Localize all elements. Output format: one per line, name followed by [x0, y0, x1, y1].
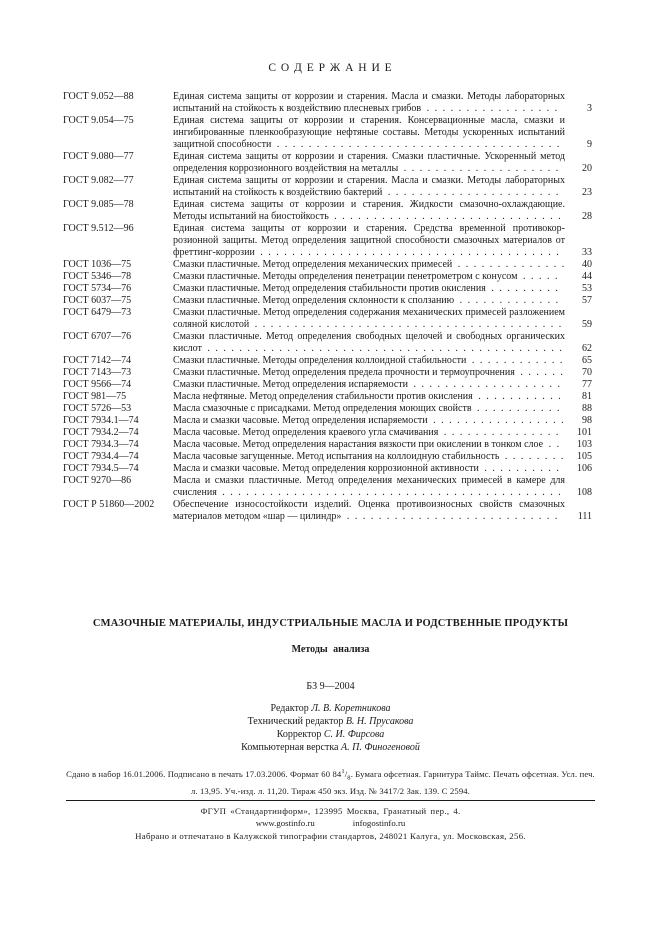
entry-title-block: [173, 379, 565, 391]
toc-entry: [63, 91, 592, 115]
publisher-line: ФГУП «Стандартинформ», 123995 Москва, Гранатный пер., 4.: [200, 805, 461, 816]
gost-number: ГОСТ 9270—86: [63, 475, 132, 486]
staff-list: [66, 702, 595, 754]
page-number: 88: [582, 403, 592, 414]
entry-title-block: [173, 295, 565, 307]
staff-name: С. И. Фирсова: [323, 729, 385, 740]
entry-title-block: [173, 259, 565, 271]
printer-line: Набрано и отпечатано в Калужской типографии стандартов, 248021 Калуга, ул. Московская, 256.: [135, 830, 526, 841]
entry-title: Масла смазочные с присадками. Метод определения моющих свойств: [173, 403, 472, 414]
gost-number: ГОСТ 1036—75: [63, 259, 132, 270]
page-number: 108: [577, 487, 592, 498]
toc-entry: [63, 499, 592, 523]
entry-title: Смазки пластичные. Метод определения свободных щелочей и свободных органических кислот: [173, 331, 565, 354]
gost-number: ГОСТ 6037—75: [63, 295, 132, 306]
page-number: 53: [582, 283, 592, 294]
dot-leader: . . . . . . . . .: [485, 283, 558, 294]
staff-name: А. П. Финогеновой: [340, 742, 420, 753]
gost-number: ГОСТ 981—75: [63, 391, 127, 402]
dot-leader: . . . . . . . . . .: [478, 463, 559, 474]
toc-entry: [63, 439, 592, 451]
gost-number: ГОСТ 5734—76: [63, 283, 132, 294]
page-number: 33: [582, 247, 592, 258]
toc-entry: [63, 415, 592, 427]
fraction-separator: /: [344, 768, 348, 779]
page-number: 23: [582, 187, 592, 198]
dot-leader: . . . . . . . . . . . . . . . . . . . .: [398, 163, 559, 174]
page-number: 40: [582, 259, 592, 270]
toc-entry: [63, 403, 592, 415]
page-number: 103: [577, 439, 592, 450]
page-number: 106: [577, 463, 592, 474]
footer-divider: [66, 800, 595, 801]
contacts-line: [66, 818, 595, 829]
staff-role: Корректор: [276, 729, 322, 740]
entry-title: Смазки пластичные. Метод определения склонности к сползанию: [173, 295, 455, 306]
plan-code: БЗ 9—2004: [306, 681, 355, 692]
toc-entry: [63, 391, 592, 403]
entry-title-block: [173, 115, 565, 151]
toc-entry: [63, 115, 592, 151]
entry-title: Масла нефтяные. Метод определения стабильности против окисления: [173, 391, 473, 402]
dot-leader: . . . . . .: [514, 367, 563, 378]
entry-title-block: [173, 499, 565, 523]
dot-leader: . . . . . . . . . . . . . . . . . . . . . . . . . . . . . . . . . . . . . .: [254, 247, 559, 258]
entry-title: Масла и смазки пластичные. Метод определения механических примесей в камере для счисления: [173, 475, 565, 498]
dot-leader: . . . . . . . . . . . . . . . . . . . . . . . . . . . . . . . . . . . .: [271, 139, 560, 150]
toc-list: [63, 91, 592, 523]
dot-leader: . .: [543, 439, 560, 450]
toc-entry: [63, 463, 592, 475]
imprint-text-1: Сдано в набор 16.01.2006. Подписано в печать 17.03.2006. Формат 60 84: [66, 768, 342, 779]
entry-title: Смазки пластичные. Метод определения предела прочности и термоупрочнения: [173, 367, 515, 378]
entry-title: Смазки пластичные. Метод определения механических примесей: [173, 259, 453, 270]
entry-title: Смазки пластичные. Методы определения коллоидной стабильности: [173, 355, 467, 366]
page-number: 105: [577, 451, 592, 462]
gost-number: ГОСТ 7934.5—74: [63, 463, 139, 474]
staff-role: Технический редактор: [247, 716, 344, 727]
page-number: 3: [587, 103, 592, 114]
gost-number: ГОСТ Р 51860—2002: [63, 499, 155, 510]
page-number: 57: [582, 295, 592, 306]
toc-entry: [63, 271, 592, 283]
dot-leader: . . . . . . . . . . . . . . . . . . . . . . . . . . . . . . . . . . . . . . .: [249, 319, 562, 330]
toc-entry: [63, 331, 592, 355]
entry-title: Смазки пластичные. Метод определения испаряемости: [173, 379, 409, 390]
gost-number: ГОСТ 7143—73: [63, 367, 132, 378]
dot-leader: . . . . . . . .: [499, 451, 564, 462]
dot-leader: . . . . .: [517, 271, 558, 282]
publisher-email: infogostinfo.ru: [352, 817, 406, 828]
entry-title-block: [173, 199, 565, 223]
imprint-paragraph: [66, 766, 595, 797]
entry-title: Смазки пластичные. Методы определения пенетрации пенетрометром с конусом: [173, 271, 518, 282]
entry-title-block: [173, 367, 565, 379]
toc-entry: [63, 283, 592, 295]
gost-number: ГОСТ 7142—74: [63, 355, 132, 366]
dot-leader: . . . . . . . . . . .: [471, 403, 560, 414]
gost-number: ГОСТ 9.054—75: [63, 115, 134, 126]
entry-title: Масла и смазки часовые. Метод определения испаряемости: [173, 415, 428, 426]
staff-line: [66, 702, 595, 715]
gost-number: ГОСТ 7934.2—74: [63, 427, 139, 438]
entry-title-block: [173, 451, 565, 463]
entry-title: Единая система защиты от коррозии и старения. Масла и смазки. Методы лабораторных испытаний на стойкость к воздействию плесневых грибов: [173, 91, 565, 114]
entry-title: Масла часовые. Метод определения нарастания вязкости при окислении в тонком слое: [173, 439, 544, 450]
entry-title-block: [173, 415, 565, 427]
page-number: 98: [582, 415, 592, 426]
toc-entry: [63, 475, 592, 499]
gost-number: ГОСТ 9.085—78: [63, 199, 134, 210]
dot-leader: . . . . . . . . . . . . .: [454, 295, 559, 306]
page-number: 44: [582, 271, 592, 282]
entry-title: Единая система защиты от коррозии и старения. Консервационные масла, смазки и ингибированные пленкообразующие нефтяные составы. Методы ускоренных испытаний защитной способности: [173, 115, 565, 150]
gost-number: ГОСТ 6707—76: [63, 331, 132, 342]
gost-number: ГОСТ 9566—74: [63, 379, 132, 390]
page-number: 65: [582, 355, 592, 366]
entry-title-block: [173, 331, 565, 355]
dot-leader: . . . . . . . . . . . . . . . . .: [427, 415, 564, 426]
dot-leader: . . . . . . . . . . . . . . . . . . . . . . . . . . . . .: [328, 211, 561, 222]
dot-leader: . . . . . . . . . . . . . . .: [438, 427, 559, 438]
gost-number: ГОСТ 7934.4—74: [63, 451, 139, 462]
toc-entry: [63, 259, 592, 271]
staff-role: Редактор: [270, 703, 309, 714]
toc-entry: [63, 295, 592, 307]
page-number: 9: [587, 139, 592, 150]
entry-title: Смазки пластичные. Метод определения содержания механических примесей разложением соляной кислотой: [173, 307, 565, 330]
dot-leader: . . . . . . . . . . .: [472, 391, 561, 402]
dot-leader: . . . . . . . . . . . . . . . . .: [421, 103, 558, 114]
entry-title-block: [173, 355, 565, 367]
toc-entry: [63, 355, 592, 367]
toc-entry: [63, 379, 592, 391]
toc-entry: [63, 175, 592, 199]
entry-title-block: [173, 439, 565, 451]
gost-number: ГОСТ 9.512—96: [63, 223, 134, 234]
page-number: 111: [577, 511, 592, 522]
toc-entry: [63, 307, 592, 331]
gost-number: ГОСТ 6479—73: [63, 307, 132, 318]
entry-title: Смазки пластичные. Метод определения стабильности против окисления: [173, 283, 486, 294]
page-number: 101: [577, 427, 592, 438]
toc-entry: [63, 223, 592, 259]
entry-title: Единая система защиты от коррозии и старения. Смазки пластичные. Ускоренный метод определения коррозионного воздействия на металлы: [173, 151, 565, 174]
dot-leader: . . . . . . . . . . . . . . . . . . .: [408, 379, 561, 390]
page-number: 28: [582, 211, 592, 222]
entry-title: Масла часовые загущенные. Метод испытания на коллоидную стабильность: [173, 451, 500, 462]
page-number: 70: [582, 367, 592, 378]
entry-title-block: [173, 91, 565, 115]
dot-leader: . . . . . . . . . . . . . .: [452, 259, 565, 270]
entry-title-block: [173, 271, 565, 283]
gost-number: ГОСТ 9.052—88: [63, 91, 134, 102]
entry-title-block: [173, 307, 565, 331]
page-number: 77: [582, 379, 592, 390]
staff-role: Компьютерная верстка: [241, 742, 339, 753]
gost-number: ГОСТ 7934.3—74: [63, 439, 139, 450]
entry-title: Единая система защиты от коррозии и старения. Средства временной противокоррозионной защиты. Метод определения защитной способности смазочных материалов от фреттинг-коррозии: [173, 223, 565, 258]
imprint-text-2: . Бумага офсетная. Гарнитура Таймс. Печать офсетная. Усл. печ. л. 13,95. Уч.-изд. л. 11,20. Тираж 450 экз. Изд. № 3417/2 Зак. 139. С 2594.: [190, 768, 595, 796]
staff-name: Л. В. Коретникова: [311, 703, 391, 714]
dot-leader: . . . . . . . . . . . . . . . . . . . . . .: [382, 187, 559, 198]
dot-leader: . . . . . . . . . . . . . . . . . . . . . . . . . . . . . . . . . . . . . . . . . . . . .: [201, 343, 562, 354]
entry-title-block: [173, 403, 565, 415]
fraction-numerator: 1: [341, 768, 345, 775]
gost-number: ГОСТ 7934.1—74: [63, 415, 139, 426]
series-subtitle: Методы анализа: [291, 644, 370, 655]
page-number: 20: [582, 163, 592, 174]
dot-leader: . . . . . . . . . . . . . . . . . . . . . . . . . . . . . . . . . . . . . . . . . . .: [216, 487, 561, 498]
dot-leader: . . . . . . . . . . . .: [466, 355, 563, 366]
series-title: СМАЗОЧНЫЕ МАТЕРИАЛЫ, ИНДУСТРИАЛЬНЫЕ МАСЛА И РОДСТВЕННЫЕ ПРОДУКТЫ: [92, 618, 569, 629]
toc-entry: [63, 151, 592, 175]
page-number: 59: [582, 319, 592, 330]
toc-entry: [63, 199, 592, 223]
page-number: 62: [582, 343, 592, 354]
entry-title: Обеспечение износостойкости изделий. Оценка противоизносных свойств смазочных материалов методом «шар — цилиндр»: [173, 499, 565, 522]
entry-title-block: [173, 151, 565, 175]
colophon: [66, 618, 595, 842]
entry-title-block: [173, 463, 565, 475]
entry-title: Масла и смазки часовые. Метод определения коррозионной активности: [173, 463, 479, 474]
toc-entry: [63, 367, 592, 379]
staff-line: [66, 715, 595, 728]
publisher-website: www.gostinfo.ru: [255, 817, 315, 828]
toc-entry: [63, 451, 592, 463]
gost-number: ГОСТ 9.080—77: [63, 151, 134, 162]
toc-title: С О Д Е Р Ж А Н И Е: [268, 62, 393, 74]
entry-title-block: [173, 223, 565, 259]
gost-number: ГОСТ 9.082—77: [63, 175, 134, 186]
fraction-denominator: 8: [347, 774, 351, 782]
entry-title-block: [173, 175, 565, 199]
staff-line: [66, 741, 595, 754]
entry-title: Единая система защиты от коррозии и старения. Жидкости смазочно-охлаждающие. Методы испытаний на биостойкость: [173, 199, 565, 222]
gost-number: ГОСТ 5346—78: [63, 271, 132, 282]
page-number: 81: [582, 391, 592, 402]
entry-title-block: [173, 427, 565, 439]
entry-title-block: [173, 283, 565, 295]
entry-title-block: [173, 475, 565, 499]
staff-line: [66, 728, 595, 741]
gost-number: ГОСТ 5726—53: [63, 403, 132, 414]
entry-title: Масла часовые. Метод определения краевого угла смачивания: [173, 427, 439, 438]
entry-title-block: [173, 391, 565, 403]
toc-entry: [63, 427, 592, 439]
dot-leader: . . . . . . . . . . . . . . . . . . . . . . . . . . .: [341, 511, 558, 522]
entry-title: Единая система защиты от коррозии и старения. Масла и смазки. Методы лабораторных испытаний на стойкость к воздействию бактерий: [173, 175, 565, 198]
staff-name: В. Н. Прусакова: [345, 716, 414, 727]
